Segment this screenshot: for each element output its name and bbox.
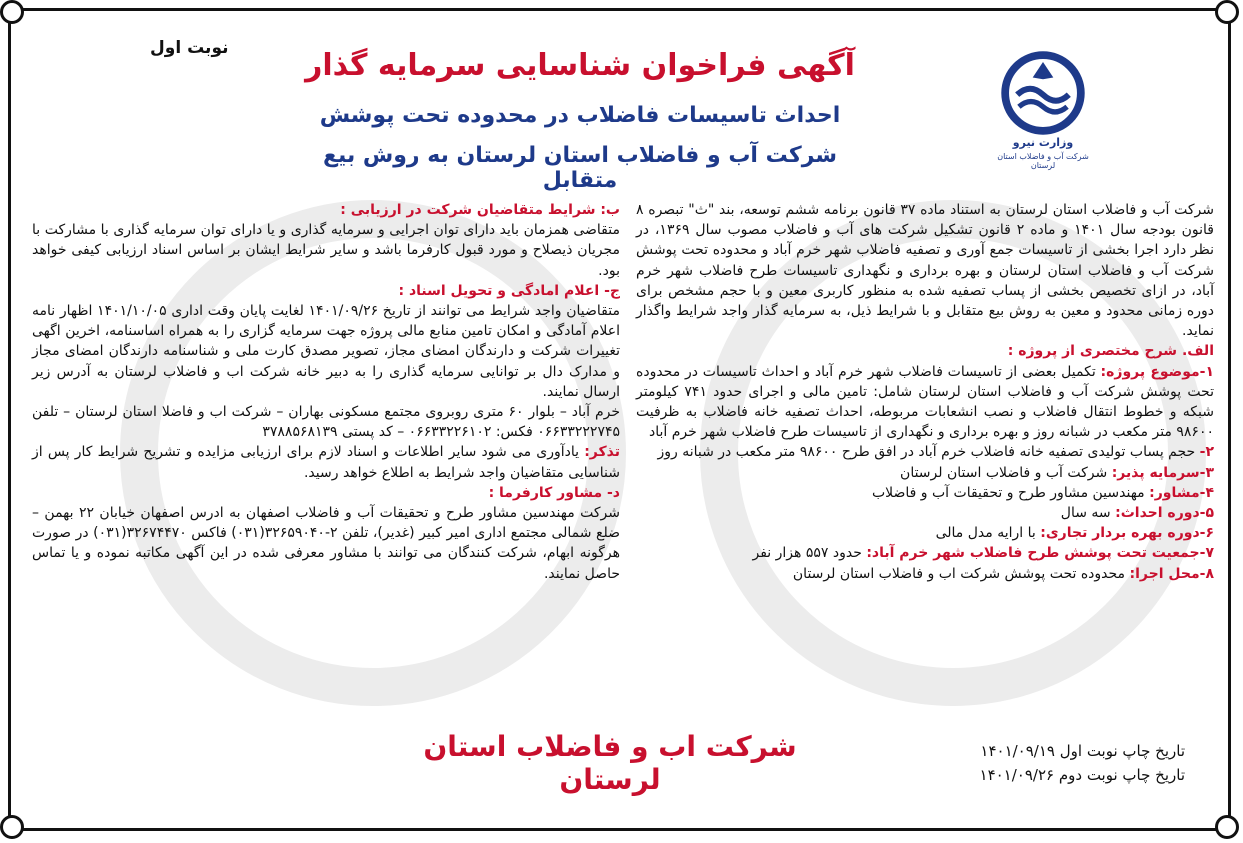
item-value: تکمیل بعضی از تاسیسات فاضلاب شهر خرم آباد و احداث تاسیسات در محدوده تحت پوشش شرکت آب و فاضلاب استان لرستان شامل: تامین مالی و اجرای حدود ۷۴۱ کیلومتر شبکه و خطوط انتقال فاضلاب و نصب انشعابات مربوطه، احداث تصفیه خانه فاضلاب به ظرفیت ۹۸۶۰۰ متر مکعب در شبانه روز و بهره برداری و نگهداری از تاسیسات طرح فاضلاب شهر خرم آباد [636, 363, 1214, 441]
frame-corner [0, 815, 24, 839]
project-item [636, 543, 1214, 563]
item-value: شرکت آب و فاضلاب استان لرستان [900, 464, 1112, 481]
item-key: ۳-سرمایه پذیر: [1111, 464, 1214, 481]
item-value: با ارایه مدل مالی [935, 525, 1041, 542]
project-item [636, 483, 1214, 503]
intro-paragraph: شرکت آب و فاضلاب استان لرستان به استناد ماده ۳۷ قانون برنامه ششم توسعه، بند "ث" تبصره ۸ قانون بودجه سال ۱۴۰۱ و ماده ۲ قانون تشکیل شرکت های آب و فاضلاب مصوب سال ۱۳۶۹، در نظر دارد اجرا بخشی از تاسیسات جمع آوری و تصفیه فاضلاب شهر خرم آباد و محدوده تحت پوشش شرکت آب و فاضلاب استان لرستان و بهره برداری و نگهداری تاسیسات طرح فاضلاب شهر خرم آباد، در ازای تخصیص بخشی از پساب تصفیه شده به منظور کاربری معین و با حجم مشخص برای دوره زمانی محدود و معین به روش بیع متقابل و با شرایط ذیل، به سرمایه گذار واجد شرایط واگذار نماید. [636, 202, 1214, 340]
print-date-second: تاریخ چاپ نوبت دوم ۱۴۰۱/۰۹/۲۶ [979, 766, 1185, 784]
item-key: ۷-جمعیت تحت پوشش طرح فاضلاب شهر خرم آباد: [866, 545, 1214, 562]
section-c-text: متقاضیان واجد شرایط می توانند از تاریخ ۱۴۰۱/۰۹/۲۶ لغایت پایان وقت اداری ۱۴۰۱/۱۰/۰۵ اظهار نامه اعلام آمادگی و امکان تامین منابع مالی پروژه جهت سرمایه گزاری را به همراه اساسنامه، اخرین اگهی تغییرات شرکت و دارندگان امضای مجاز، تصویر مصدق کارت ملی و شناسنامه دارندگان امضای مجاز و مدارک دال بر توانایی سرمایه گذاری را به دبیر خانه شرکت اب و فاضلاب لرستان به آدرس زیر ارسال نمایند. [32, 303, 620, 400]
contact-address: خرم آباد – بلوار ۶۰ متری روبروی مجتمع مسکونی بهاران – شرکت اب و فاضلا استان لرستان – تلفن ۰۶۶۳۳۲۲۲۷۴۵ فکس: ۰۶۶۳۳۲۲۶۱۰۲ – کد پستی ۳۷۸۸۵۶۸۱۳۹ [32, 404, 620, 441]
section-a-heading: الف. شرح مختصری از پروژه : [1007, 343, 1214, 360]
item-value: حجم پساب تولیدی تصفیه خانه فاضلاب خرم آباد در افق طرح ۹۸۶۰۰ متر مکعب در شبانه روز [657, 444, 1200, 461]
section-d-heading: د- مشاور کارفرما : [488, 484, 620, 501]
note-text: یادآوری می شود سایر اطلاعات و اسناد لازم برای ارزیابی مزایده و تشریح شرایط کار پس از شناسایی متقاضیان واجد شرایط به اطلاع خواهد رسید. [32, 444, 620, 481]
item-value: حدود ۵۵۷ هزار نفر [752, 545, 867, 562]
section-b-text: متقاضی همزمان باید دارای توان اجرایی و سرمایه گذاری و یا دارای توان سرمایه گذاری با مشارکت با مجریان ذیصلاح و مورد قبول کارفرما باشد و سایر شرایط ایشان بر اساس اسناد ارزیابی کیفی خواهد بود. [32, 222, 620, 279]
project-item [636, 523, 1214, 543]
ad-title: آگهی فراخوان شناسایی سرمایه گذار [305, 48, 855, 83]
section-b-heading: ب: شرایط متقاضیان شرکت در ارزیابی : [340, 202, 620, 218]
item-key: ۱-موضوع پروژه: [1100, 363, 1215, 380]
left-column [32, 200, 620, 584]
section-d-text: شرکت مهندسین مشاور طرح و تحقیقات آب و فاضلاب اصفهان به ادرس اصفهان خیابان ۲۲ بهمن –ضلع شمالی مجتمع اداری امیر کبیر (غدیر)، تلفن ۲-۳۲۶۵۹۰۴۰(۰۳۱) فاکس ۳۲۶۷۴۴۷۰(۰۳۱) در صورت هرگونه ابهام، شرکت کنندگان می توانند با مشاور معرفی شده در این آگهی مکاتبه نموده و یا تماس حاصل نمایند. [32, 505, 620, 582]
ad-subtitle-company: شرکت آب و فاضلاب استان لرستان به روش بیع متقابل [322, 143, 838, 193]
note-paragraph [32, 442, 620, 482]
frame-corner [0, 0, 24, 24]
logo-ministry-text: وزارت نیرو [1012, 136, 1074, 149]
section-c-heading: ج- اعلام امادگی و تحویل اسناد : [398, 282, 620, 299]
project-item [636, 503, 1214, 523]
frame-corner [1215, 0, 1239, 24]
item-key: ۵-دوره احداث: [1115, 505, 1214, 522]
item-key: ۲- [1199, 444, 1214, 461]
project-item [636, 564, 1214, 584]
right-column [636, 200, 1214, 584]
item-key: ۴-مشاور: [1149, 484, 1214, 501]
water-company-logo-icon [1000, 50, 1086, 136]
ad-subtitle: احداث تاسیسات فاضلاب در محدوده تحت پوشش [319, 103, 841, 128]
item-value: مهندسین مشاور طرح و تحقیقات آب و فاضلاب [871, 484, 1150, 501]
item-key: ۸-محل اجرا: [1129, 565, 1214, 582]
project-item [636, 442, 1214, 462]
note-key: تذکر: [584, 444, 620, 461]
logo-company-text: شرکت آب و فاضلاب استان لرستان [997, 152, 1089, 170]
item-value: سه سال [1060, 505, 1116, 522]
frame-corner [1215, 815, 1239, 839]
footer-company-name: شرکت اب و فاضلاب استان لرستان [423, 730, 797, 796]
item-value: محدوده تحت پوشش شرکت اب و فاضلاب استان لرستان [792, 565, 1130, 582]
project-item [636, 463, 1214, 483]
publication-round: نوبت اول [150, 38, 229, 58]
print-date-first: تاریخ چاپ نوبت اول ۱۴۰۱/۰۹/۱۹ [980, 742, 1185, 760]
item-key: ۶-دوره بهره بردار تجاری: [1040, 525, 1214, 542]
project-item [636, 362, 1214, 443]
